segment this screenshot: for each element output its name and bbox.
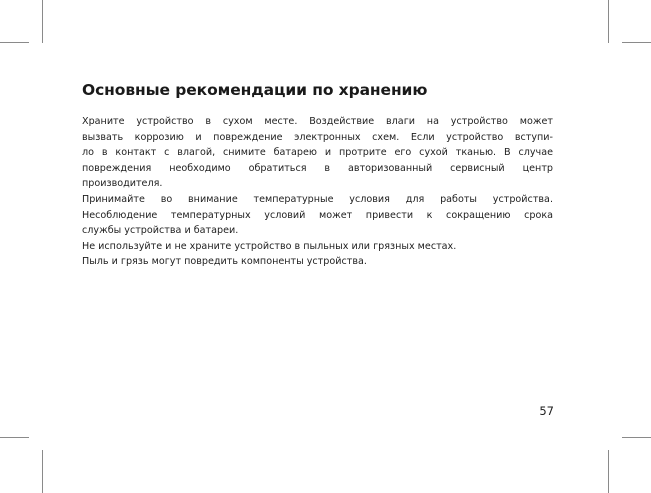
paragraph-line: Принимайте во внимание температурные условия для работы устройства. xyxy=(82,193,553,205)
page-number: 57 xyxy=(539,404,554,418)
page-content xyxy=(82,80,553,270)
paragraph-line: Храните устройство в сухом месте. Воздействие влаги на устройство может xyxy=(82,116,553,127)
paragraph-line: производителя. xyxy=(82,178,163,190)
crop-mark-bottom-left-horizontal xyxy=(0,437,29,438)
paragraph-line: службы устройства и батареи. xyxy=(82,225,239,237)
paragraph-line: Пыль и грязь могут повредить компоненты устройства. xyxy=(82,256,367,268)
paragraph-line: Не используйте и не храните устройство в пыльных или грязных местах. xyxy=(82,240,457,252)
crop-mark-top-right-horizontal xyxy=(622,42,651,43)
crop-mark-bottom-right-horizontal xyxy=(622,437,651,438)
page-heading: Основные рекомендации по хранению xyxy=(82,81,428,99)
crop-mark-bottom-left-vertical xyxy=(42,450,43,493)
paragraph-line: вызвать коррозию и повреждение электронных схем. Если устройство вступи- xyxy=(82,131,553,143)
crop-mark-top-left-vertical xyxy=(42,0,43,43)
paragraph-line: ло в контакт с влагой, снимите батарею и протрите его сухой тканью. В случае xyxy=(82,147,553,159)
crop-mark-top-left-horizontal xyxy=(0,42,29,43)
storage-recommendations-text xyxy=(82,114,553,270)
crop-mark-top-right-vertical xyxy=(608,0,609,43)
paragraph-line: Несоблюдение температурных условий может привести к сокращению срока xyxy=(82,209,553,221)
paragraph-line: повреждения необходимо обратиться в авторизованный сервисный центр xyxy=(82,162,553,174)
crop-mark-bottom-right-vertical xyxy=(608,450,609,493)
